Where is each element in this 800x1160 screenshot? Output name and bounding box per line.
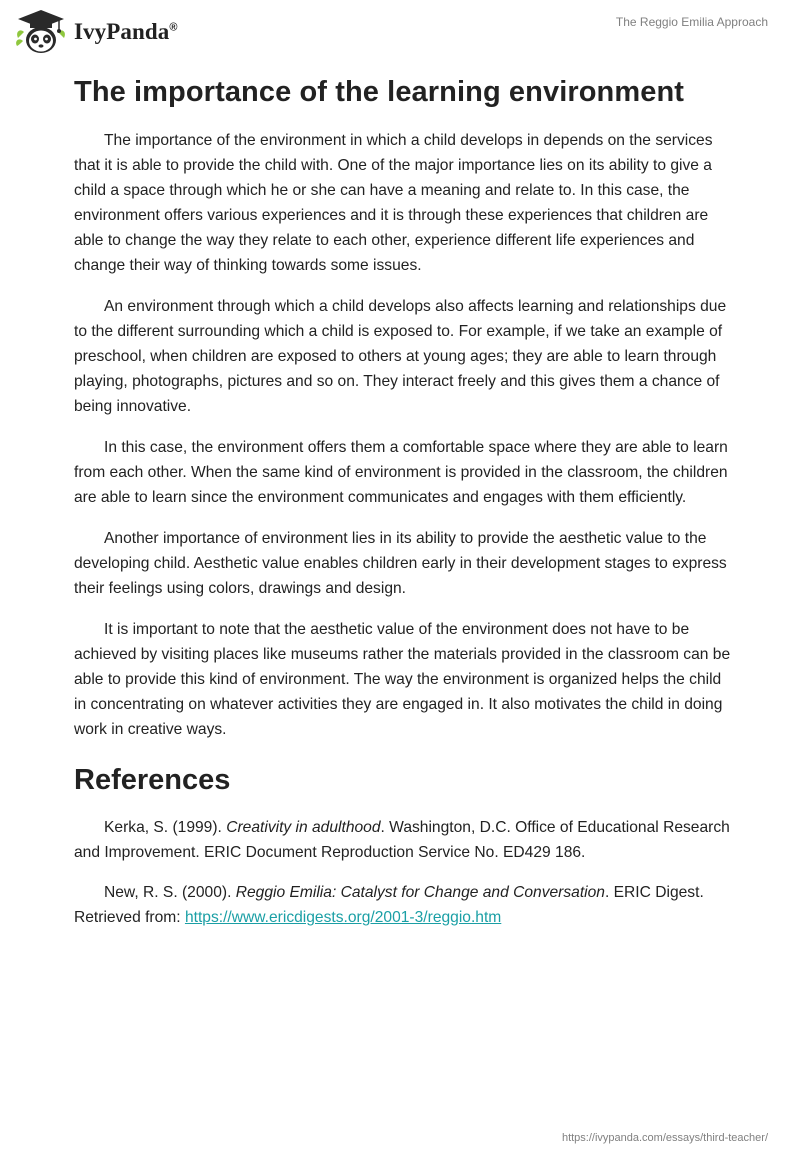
body-paragraph-2: An environment through which a child develops also affects learning and relationships due to the different surrounding which a child is exposed to. For example, if we take an example of preschool, when children are exposed to others at young ages; they are able to learn through playing, photographs, pictures and so on. They interact freely and this gives them a chance of being innovative. xyxy=(74,298,727,415)
section-title: The importance of the learning environment xyxy=(74,76,685,108)
body-paragraph-1: The importance of the environment in which a child develops in depends on the services that it is able to provide the child with. One of the major importance lies on its ability to give a child a space through which he or she can have a meaning and relate to. In this case, the environment offers various experiences and it is through these experiences that children are able to change the way they relate to each other, experience different life experiences and change their way of thinking towards some issues. xyxy=(74,132,713,274)
logo-wordmark: IvyPanda® xyxy=(74,19,178,44)
body-paragraph-5: It is important to note that the aesthetic value of the environment does not have to be achieved by visiting places like museums rather the materials provided in the classroom can be able to provide this kind of environment. The way the environment is organized helps the child in concentrating on whatever activities they are engaged in. It also motivates the child in doing work in creative ways. xyxy=(74,621,731,738)
ivypanda-logo[interactable] xyxy=(14,8,178,56)
body-paragraph-3: In this case, the environment offers them a comfortable space where they are able to learn from each other. When the same kind of environment is provided in the classroom, the children are able to learn since the environment communicates and engages with them efficiently. xyxy=(74,439,728,506)
reference-item-1: Kerka, S. (1999). Creativity in adulthood. Washington, D.C. Office of Educational Research and Improvement. ERIC Document Reproduction Service No. ED429 186. xyxy=(74,819,730,861)
reference-title: Reggio Emilia: Catalyst for Change and Conversation xyxy=(235,884,605,901)
reference-title: Creativity in adulthood xyxy=(226,819,381,836)
page-header xyxy=(0,0,800,70)
footer-url: https://ivypanda.com/essays/third-teacher/ xyxy=(561,1132,768,1144)
reference-item-2: New, R. S. (2000). Reggio Emilia: Catalyst for Change and Conversation. ERIC Digest. Retrieved from: https://www.ericdigests.org/2001-3/reggio.htm xyxy=(74,884,704,926)
body-paragraph-4: Another importance of environment lies in its ability to provide the aesthetic value to the developing child. Aesthetic value enables children early in their development stages to express their feelings using colors, drawings and design. xyxy=(74,530,727,597)
reference-link[interactable]: https://www.ericdigests.org/2001-3/reggio.htm xyxy=(184,909,502,926)
running-title: The Reggio Emilia Approach xyxy=(615,15,768,29)
panda-graduation-cap-icon xyxy=(14,8,68,56)
essay-content xyxy=(74,72,734,945)
references-heading: References xyxy=(74,764,231,796)
